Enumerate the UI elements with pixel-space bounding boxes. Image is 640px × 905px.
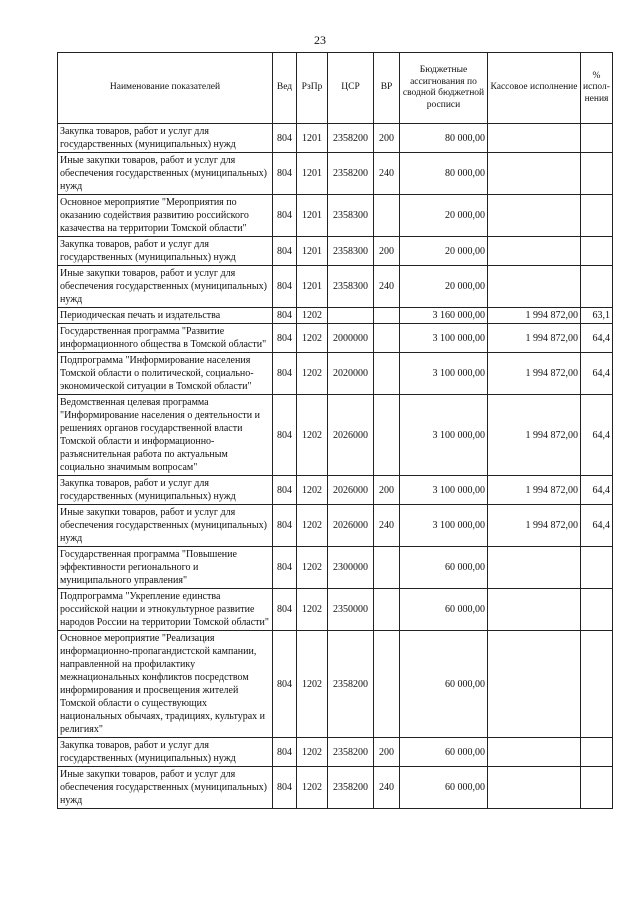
cell-percent: 64,4 <box>581 324 613 353</box>
cell-rzpr: 1202 <box>297 738 328 767</box>
table-row <box>58 631 613 738</box>
cell-budget: 60 000,00 <box>400 589 488 631</box>
cell-name: Подпрограмма "Укрепление единства российской нации и этнокультурное развитие народов России на территории Томской области" <box>58 589 273 631</box>
cell-vr: 240 <box>374 505 400 547</box>
table-row <box>58 395 613 476</box>
cell-name: Основное мероприятие "Мероприятия по оказанию содействия развитию российского казачества на территории Томской области" <box>58 195 273 237</box>
cell-budget: 3 100 000,00 <box>400 353 488 395</box>
cell-budget: 60 000,00 <box>400 767 488 809</box>
cell-percent <box>581 631 613 738</box>
cell-vr <box>374 395 400 476</box>
cell-vr <box>374 195 400 237</box>
cell-budget: 3 100 000,00 <box>400 324 488 353</box>
header-ved: Вед <box>273 53 297 124</box>
table-row <box>58 505 613 547</box>
cell-cash <box>488 631 581 738</box>
cell-csr: 2350000 <box>328 589 374 631</box>
header-csr: ЦСР <box>328 53 374 124</box>
cell-ved: 804 <box>273 237 297 266</box>
cell-rzpr: 1201 <box>297 153 328 195</box>
cell-ved: 804 <box>273 476 297 505</box>
table-row <box>58 124 613 153</box>
table-row <box>58 266 613 308</box>
cell-csr: 2026000 <box>328 395 374 476</box>
cell-cash <box>488 767 581 809</box>
page-number: 23 <box>314 33 326 47</box>
cell-percent: 64,4 <box>581 476 613 505</box>
header-cash: Кассовое исполнение <box>488 53 581 124</box>
table-row <box>58 589 613 631</box>
cell-name: Иные закупки товаров, работ и услуг для обеспечения государственных (муниципальных) нужд <box>58 767 273 809</box>
cell-vr <box>374 589 400 631</box>
cell-name: Государственная программа "Развитие информационного общества в Томской области" <box>58 324 273 353</box>
cell-rzpr: 1202 <box>297 476 328 505</box>
cell-cash <box>488 547 581 589</box>
header-name: Наименование показателей <box>58 53 273 124</box>
cell-ved: 804 <box>273 395 297 476</box>
cell-rzpr: 1201 <box>297 266 328 308</box>
cell-cash: 1 994 872,00 <box>488 353 581 395</box>
cell-rzpr: 1202 <box>297 547 328 589</box>
cell-rzpr: 1202 <box>297 589 328 631</box>
cell-ved: 804 <box>273 547 297 589</box>
cell-ved: 804 <box>273 353 297 395</box>
cell-percent <box>581 547 613 589</box>
cell-name: Закупка товаров, работ и услуг для государственных (муниципальных) нужд <box>58 237 273 266</box>
cell-ved: 804 <box>273 308 297 324</box>
cell-vr <box>374 324 400 353</box>
cell-name: Иные закупки товаров, работ и услуг для обеспечения государственных (муниципальных) нужд <box>58 505 273 547</box>
cell-rzpr: 1202 <box>297 767 328 809</box>
cell-budget: 80 000,00 <box>400 153 488 195</box>
cell-csr: 2300000 <box>328 547 374 589</box>
cell-ved: 804 <box>273 738 297 767</box>
cell-rzpr: 1202 <box>297 353 328 395</box>
cell-csr: 2358300 <box>328 195 374 237</box>
table-body <box>58 124 613 809</box>
table-row <box>58 308 613 324</box>
cell-cash <box>488 589 581 631</box>
cell-budget: 3 160 000,00 <box>400 308 488 324</box>
cell-budget: 80 000,00 <box>400 124 488 153</box>
cell-budget: 20 000,00 <box>400 266 488 308</box>
cell-budget: 20 000,00 <box>400 237 488 266</box>
cell-cash <box>488 153 581 195</box>
cell-ved: 804 <box>273 195 297 237</box>
cell-cash: 1 994 872,00 <box>488 308 581 324</box>
cell-csr: 2358200 <box>328 153 374 195</box>
cell-ved: 804 <box>273 767 297 809</box>
cell-csr: 2358300 <box>328 237 374 266</box>
cell-percent <box>581 124 613 153</box>
table-row <box>58 237 613 266</box>
cell-percent: 64,4 <box>581 353 613 395</box>
cell-vr <box>374 631 400 738</box>
cell-rzpr: 1202 <box>297 308 328 324</box>
cell-name: Иные закупки товаров, работ и услуг для обеспечения государственных (муниципальных) нужд <box>58 266 273 308</box>
cell-csr: 2020000 <box>328 353 374 395</box>
cell-percent <box>581 767 613 809</box>
cell-csr: 2358200 <box>328 767 374 809</box>
cell-rzpr: 1202 <box>297 395 328 476</box>
cell-csr: 2358200 <box>328 124 374 153</box>
budget-table <box>57 52 613 809</box>
cell-cash <box>488 195 581 237</box>
cell-budget: 3 100 000,00 <box>400 395 488 476</box>
header-rzpr: РзПр <box>297 53 328 124</box>
header-vr: ВР <box>374 53 400 124</box>
table-row <box>58 738 613 767</box>
table-row <box>58 195 613 237</box>
cell-name: Ведомственная целевая программа "Информирование населения о деятельности и решениях органов государственной власти Томской области и информационно-разъяснительная работа по актуальным социально значимым вопросам" <box>58 395 273 476</box>
cell-cash <box>488 237 581 266</box>
cell-budget: 3 100 000,00 <box>400 505 488 547</box>
cell-csr: 2358300 <box>328 266 374 308</box>
table-header-row <box>58 53 613 124</box>
cell-vr: 200 <box>374 237 400 266</box>
cell-name: Закупка товаров, работ и услуг для государственных (муниципальных) нужд <box>58 124 273 153</box>
cell-percent <box>581 266 613 308</box>
cell-vr: 200 <box>374 124 400 153</box>
cell-percent <box>581 195 613 237</box>
table-row <box>58 353 613 395</box>
cell-ved: 804 <box>273 589 297 631</box>
cell-cash <box>488 738 581 767</box>
cell-rzpr: 1202 <box>297 505 328 547</box>
cell-ved: 804 <box>273 631 297 738</box>
cell-csr <box>328 308 374 324</box>
cell-name: Иные закупки товаров, работ и услуг для обеспечения государственных (муниципальных) нужд <box>58 153 273 195</box>
cell-rzpr: 1201 <box>297 237 328 266</box>
cell-percent <box>581 153 613 195</box>
cell-ved: 804 <box>273 266 297 308</box>
cell-percent <box>581 589 613 631</box>
table-row <box>58 153 613 195</box>
table-row <box>58 547 613 589</box>
cell-budget: 60 000,00 <box>400 547 488 589</box>
cell-budget: 60 000,00 <box>400 631 488 738</box>
cell-csr: 2026000 <box>328 476 374 505</box>
cell-rzpr: 1202 <box>297 631 328 738</box>
cell-cash: 1 994 872,00 <box>488 476 581 505</box>
cell-vr: 200 <box>374 738 400 767</box>
cell-cash <box>488 266 581 308</box>
cell-vr <box>374 308 400 324</box>
cell-budget: 3 100 000,00 <box>400 476 488 505</box>
cell-vr: 200 <box>374 476 400 505</box>
cell-name: Закупка товаров, работ и услуг для государственных (муниципальных) нужд <box>58 476 273 505</box>
cell-percent <box>581 237 613 266</box>
cell-csr: 2358200 <box>328 631 374 738</box>
table-row <box>58 476 613 505</box>
cell-cash: 1 994 872,00 <box>488 505 581 547</box>
cell-ved: 804 <box>273 124 297 153</box>
cell-csr: 2358200 <box>328 738 374 767</box>
cell-vr <box>374 547 400 589</box>
cell-name: Закупка товаров, работ и услуг для государственных (муниципальных) нужд <box>58 738 273 767</box>
cell-vr: 240 <box>374 153 400 195</box>
cell-vr: 240 <box>374 266 400 308</box>
table-row <box>58 324 613 353</box>
cell-rzpr: 1202 <box>297 324 328 353</box>
cell-cash: 1 994 872,00 <box>488 324 581 353</box>
cell-name: Государственная программа "Повышение эффективности регионального и муниципального управления" <box>58 547 273 589</box>
cell-percent: 64,4 <box>581 505 613 547</box>
cell-cash: 1 994 872,00 <box>488 395 581 476</box>
cell-ved: 804 <box>273 324 297 353</box>
cell-vr: 240 <box>374 767 400 809</box>
cell-rzpr: 1201 <box>297 124 328 153</box>
table-row <box>58 767 613 809</box>
cell-percent: 63,1 <box>581 308 613 324</box>
cell-ved: 804 <box>273 505 297 547</box>
cell-csr: 2026000 <box>328 505 374 547</box>
cell-vr <box>374 353 400 395</box>
cell-ved: 804 <box>273 153 297 195</box>
cell-rzpr: 1201 <box>297 195 328 237</box>
cell-name: Основное мероприятие "Реализация информационно-пропагандистской кампании, направленной на профилактику межнациональных конфликтов посредством информирования и просвещения жителей Томской области о существующих национальных обычаях, традициях, культурах и религиях" <box>58 631 273 738</box>
cell-cash <box>488 124 581 153</box>
cell-percent <box>581 738 613 767</box>
cell-budget: 20 000,00 <box>400 195 488 237</box>
header-budget: Бюджетные ассигнования по сводной бюджетной росписи <box>400 53 488 124</box>
cell-name: Периодическая печать и издательства <box>58 308 273 324</box>
cell-budget: 60 000,00 <box>400 738 488 767</box>
header-percent: % испол-нения <box>581 53 613 124</box>
cell-name: Подпрограмма "Информирование населения Томской области о политической, социально-экономической ситуации в Томской области" <box>58 353 273 395</box>
cell-percent: 64,4 <box>581 395 613 476</box>
cell-csr: 2000000 <box>328 324 374 353</box>
